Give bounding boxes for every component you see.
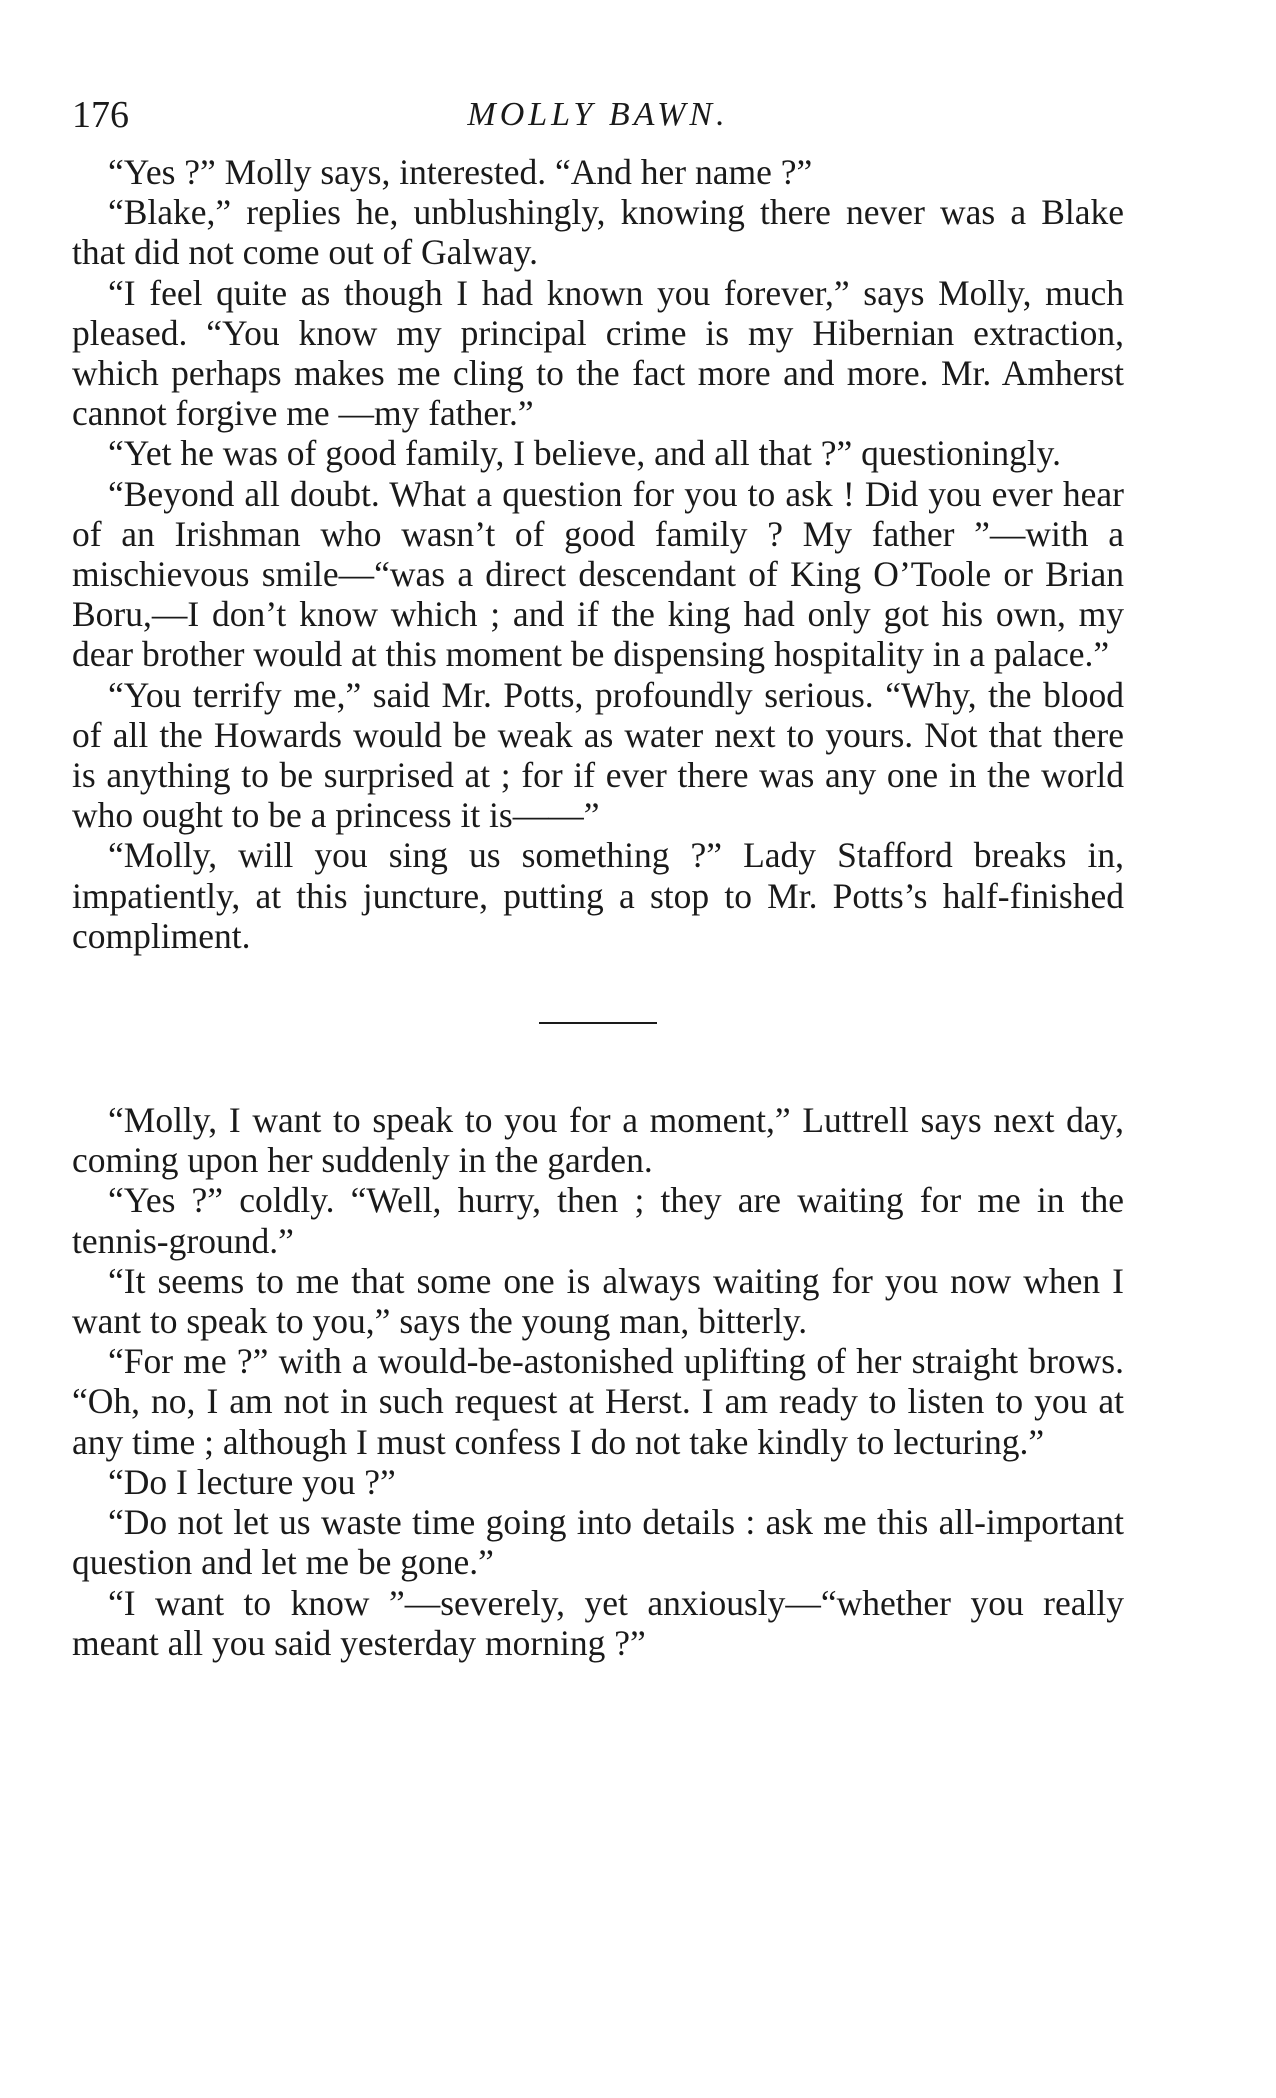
paragraph: “Molly, I want to speak to you for a moment,” Luttrell says next day, coming upon her suddenly in the garden. [72, 1100, 1124, 1181]
paragraph: “I want to know ”—severely, yet anxiously—“whether you really meant all you said yesterday morning ?” [72, 1582, 1124, 1663]
book-page [72, 92, 1124, 1663]
paragraph: “It seems to me that some one is always waiting for you now when I want to speak to you,” says the young man, bitterly. [72, 1260, 1124, 1342]
paragraph: “Yes ?” Molly says, interested. “And her name ?” [108, 152, 813, 192]
running-head [72, 92, 1124, 152]
paragraph: “Yet he was of good family, I believe, and all that ?” questioningly. [108, 433, 1062, 474]
paragraph: “Blake,” replies he, unblushingly, knowing there never was a Blake that did not come out of Galway. [72, 192, 1124, 273]
paragraph: “I feel quite as though I had known you forever,” says Molly, much pleased. “You know my principal crime is my Hibernian extraction, which perhaps makes me cling to the fact more and more. Mr. Amherst cannot forgive me —my father.” [72, 272, 1124, 434]
section-two [72, 1100, 1124, 1663]
paragraph: “Beyond all doubt. What a question for you to ask ! Did you ever hear of an Irishman who wasn’t of good family ? My father ”—with a mischievous smile—“was a direct descendant of King O’Toole or Brian Boru,—I don’t know which ; and if the king had only got his own, my dear brother would at this moment be dispensing hospitality in a palace.” [72, 473, 1124, 675]
paragraph: “Do I lecture you ?” [108, 1461, 396, 1502]
paragraph: “Yes ?” coldly. “Well, hurry, then ; they are waiting for me in the tennis-ground.” [72, 1180, 1124, 1261]
section-one [72, 152, 1124, 956]
paragraph: “Molly, will you sing us something ?” Lady Stafford breaks in, impatiently, at this juncture, putting a stop to Mr. Potts’s half-finished compliment. [72, 835, 1124, 956]
paragraph: “Do not let us waste time going into details : ask me this all-important question and let me be gone.” [72, 1502, 1124, 1583]
paragraph: “You terrify me,” said Mr. Potts, profoundly serious. “Why, the blood of all the Howards would be weak as water next to yours. Not that there is anything to be surprised at ; for if ever there was any one in the world who ought to be a princess it is——” [72, 674, 1124, 836]
running-title: MOLLY BAWN. [467, 96, 729, 133]
paragraph: “For me ?” with a would-be-astonished uplifting of her straight brows. “Oh, no, I am not in such request at Herst. I am ready to listen to you at any time ; although I must confess I do not take kindly to lecturing.” [72, 1341, 1124, 1462]
page-number: 176 [72, 94, 129, 136]
section-divider [539, 1022, 657, 1024]
